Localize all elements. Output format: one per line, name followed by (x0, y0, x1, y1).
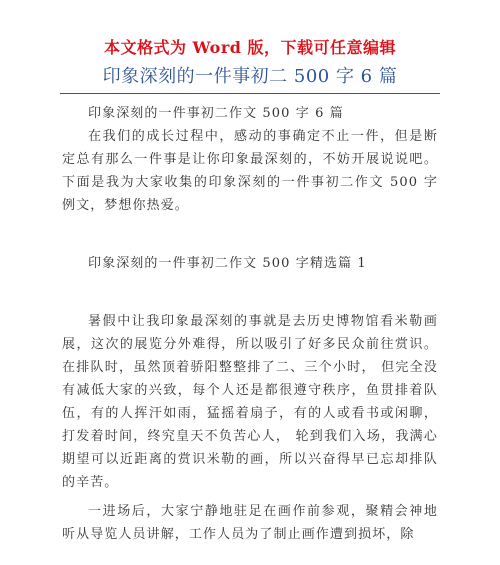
paragraph-intro: 在我们的成长过程中，感动的事确定不止一件，但是断定总有那么一件事是让你印象最深刻的，不妨开展说说吧。下面是我为大家收集的印象深刻的一件事初二作文 500 字例文，梦想你热爱。 (62, 129, 438, 213)
title-underline (60, 93, 440, 94)
paragraph-subtitle: 印象深刻的一件事初二作文 500 字 6 篇 (88, 106, 344, 121)
paragraph-story-2: 一进场后，大家宁静地驻足在画作前参观，聚精会神地听从导览人员讲解，工作人员为了制止画作遭到损坏，除 (62, 504, 438, 542)
paragraph-section-heading: 印象深刻的一件事初二作文 500 字精选篇 1 (88, 256, 367, 271)
format-banner: 本文格式为 Word 版，下载可任意编辑 (103, 38, 397, 57)
paragraph-story-1: 暑假中让我印象最深刻的事就是去历史博物馆看米勒画展，这次的展览分外难得，所以吸引了好多民众前往赏识。在排队时，虽然顶着骄阳整整排了二、三个小时， 但完全没有减低大家的兴致，每个人还是都很遵守秩序，鱼贯排着队伍，有的人挥汗如雨，猛摇着扇子，有的人或看书或闲聊，打发着时间，终究皇天不负苦心人， 轮到我们入场，我满心期望可以近距离的赏识米勒的画，所以兴奋得早已忘却排队的辛苦。 (62, 314, 438, 490)
blank-line (62, 217, 438, 252)
document-body (62, 102, 438, 546)
document-title: 印象深刻的一件事初二 500 字 6 篇 (102, 66, 398, 87)
blank-line (62, 275, 438, 310)
